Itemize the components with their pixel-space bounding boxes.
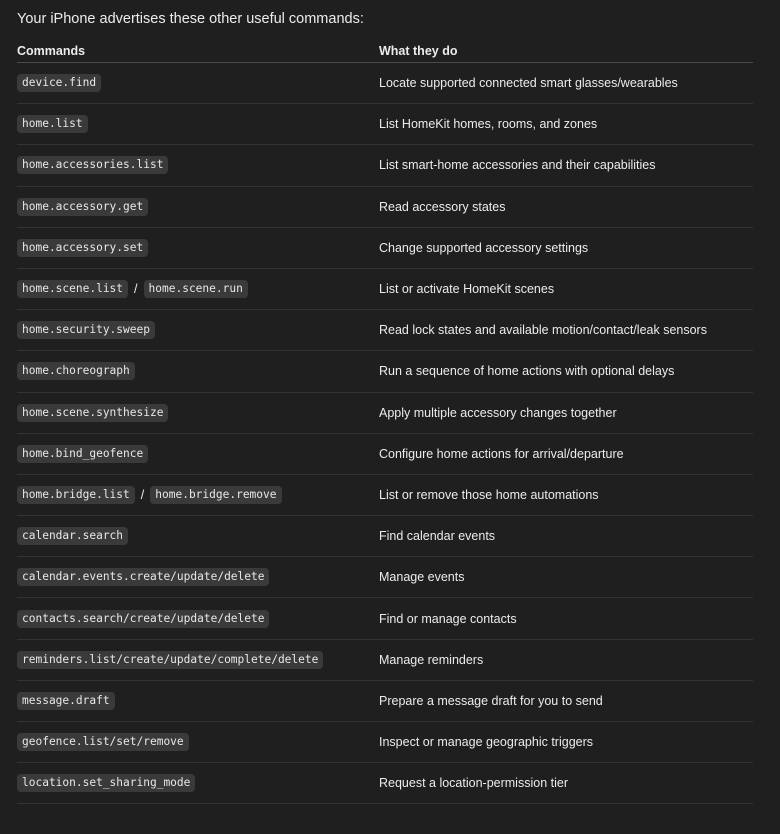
- command-code: home.bridge.remove: [150, 486, 281, 504]
- description-cell: Request a location-permission tier: [379, 776, 568, 791]
- command-separator: /: [134, 282, 138, 297]
- table-row: [17, 351, 753, 392]
- table-body: [17, 63, 753, 804]
- command-cell: [17, 362, 379, 380]
- table-row: [17, 722, 753, 763]
- command-cell: [17, 486, 379, 504]
- description-cell: List HomeKit homes, rooms, and zones: [379, 117, 598, 132]
- description-cell: List or activate HomeKit scenes: [379, 282, 555, 297]
- table-row: [17, 187, 753, 228]
- table-row: [17, 145, 753, 186]
- table-row: [17, 63, 753, 104]
- command-code: geofence.list/set/remove: [17, 733, 189, 751]
- description-cell: Read accessory states: [379, 199, 506, 214]
- command-code: home.choreograph: [17, 362, 135, 380]
- description-cell: Change supported accessory settings: [379, 240, 589, 255]
- command-code: contacts.search/create/update/delete: [17, 610, 269, 628]
- header-commands: Commands: [17, 43, 86, 58]
- table-row: [17, 269, 753, 310]
- table-row: [17, 598, 753, 639]
- command-code: home.accessory.get: [17, 198, 148, 216]
- description-cell: Prepare a message draft for you to send: [379, 693, 603, 708]
- command-code: location.set_sharing_mode: [17, 774, 195, 792]
- command-cell: [17, 774, 379, 792]
- description-cell: Locate supported connected smart glasses/wearables: [379, 76, 678, 91]
- command-code: home.bind_geofence: [17, 445, 148, 463]
- description-cell: List or remove those home automations: [379, 487, 599, 502]
- table-row: [17, 393, 753, 434]
- command-cell: [17, 74, 379, 92]
- table-row: [17, 557, 753, 598]
- command-cell: [17, 445, 379, 463]
- command-cell: [17, 651, 379, 669]
- table-row: [17, 681, 753, 722]
- command-cell: [17, 733, 379, 751]
- command-cell: [17, 404, 379, 422]
- command-cell: [17, 527, 379, 545]
- description-cell: Manage events: [379, 570, 465, 585]
- description-cell: Apply multiple accessory changes together: [379, 405, 617, 420]
- command-cell: [17, 198, 379, 216]
- description-cell: Configure home actions for arrival/departure: [379, 446, 624, 461]
- command-cell: [17, 610, 379, 628]
- command-cell: [17, 321, 379, 339]
- command-separator: /: [140, 487, 145, 502]
- table-row: [17, 104, 753, 145]
- description-cell: Find or manage contacts: [379, 611, 517, 626]
- command-cell: [17, 156, 379, 174]
- description-cell: Run a sequence of home actions with optional delays: [379, 364, 675, 379]
- table-row: [17, 310, 753, 351]
- description-cell: Inspect or manage geographic triggers: [379, 735, 594, 750]
- intro-text: Your iPhone advertises these other useful commands:: [17, 11, 364, 27]
- command-code: device.find: [17, 74, 101, 92]
- command-code: calendar.events.create/update/delete: [17, 568, 269, 586]
- command-code: home.scene.synthesize: [17, 404, 168, 422]
- command-code: home.accessory.set: [17, 239, 148, 257]
- command-code: home.scene.list: [17, 280, 128, 298]
- description-cell: List smart-home accessories and their capabilities: [379, 158, 656, 173]
- commands-table: [17, 39, 753, 804]
- description-cell: Manage reminders: [379, 652, 484, 667]
- command-cell: [17, 239, 379, 257]
- header-description: What they do: [379, 43, 458, 58]
- command-cell: [17, 692, 379, 710]
- table-row: [17, 763, 753, 804]
- command-code: reminders.list/create/update/complete/delete: [17, 651, 323, 669]
- command-cell: [17, 115, 379, 133]
- description-cell: Find calendar events: [379, 529, 496, 544]
- command-code: message.draft: [17, 692, 115, 710]
- command-code: home.scene.run: [144, 280, 248, 298]
- table-row: [17, 434, 753, 475]
- command-code: home.accessories.list: [17, 156, 168, 174]
- command-code: calendar.search: [17, 527, 128, 545]
- table-row: [17, 475, 753, 516]
- description-cell: Read lock states and available motion/contact/leak sensors: [379, 323, 707, 338]
- table-row: [17, 228, 753, 269]
- table-header: [17, 39, 753, 63]
- command-cell: [17, 280, 379, 298]
- command-code: home.security.sweep: [17, 321, 155, 339]
- command-code: home.bridge.list: [17, 486, 135, 504]
- table-row: [17, 516, 753, 557]
- command-cell: [17, 568, 379, 586]
- command-code: home.list: [17, 115, 88, 133]
- table-row: [17, 640, 753, 681]
